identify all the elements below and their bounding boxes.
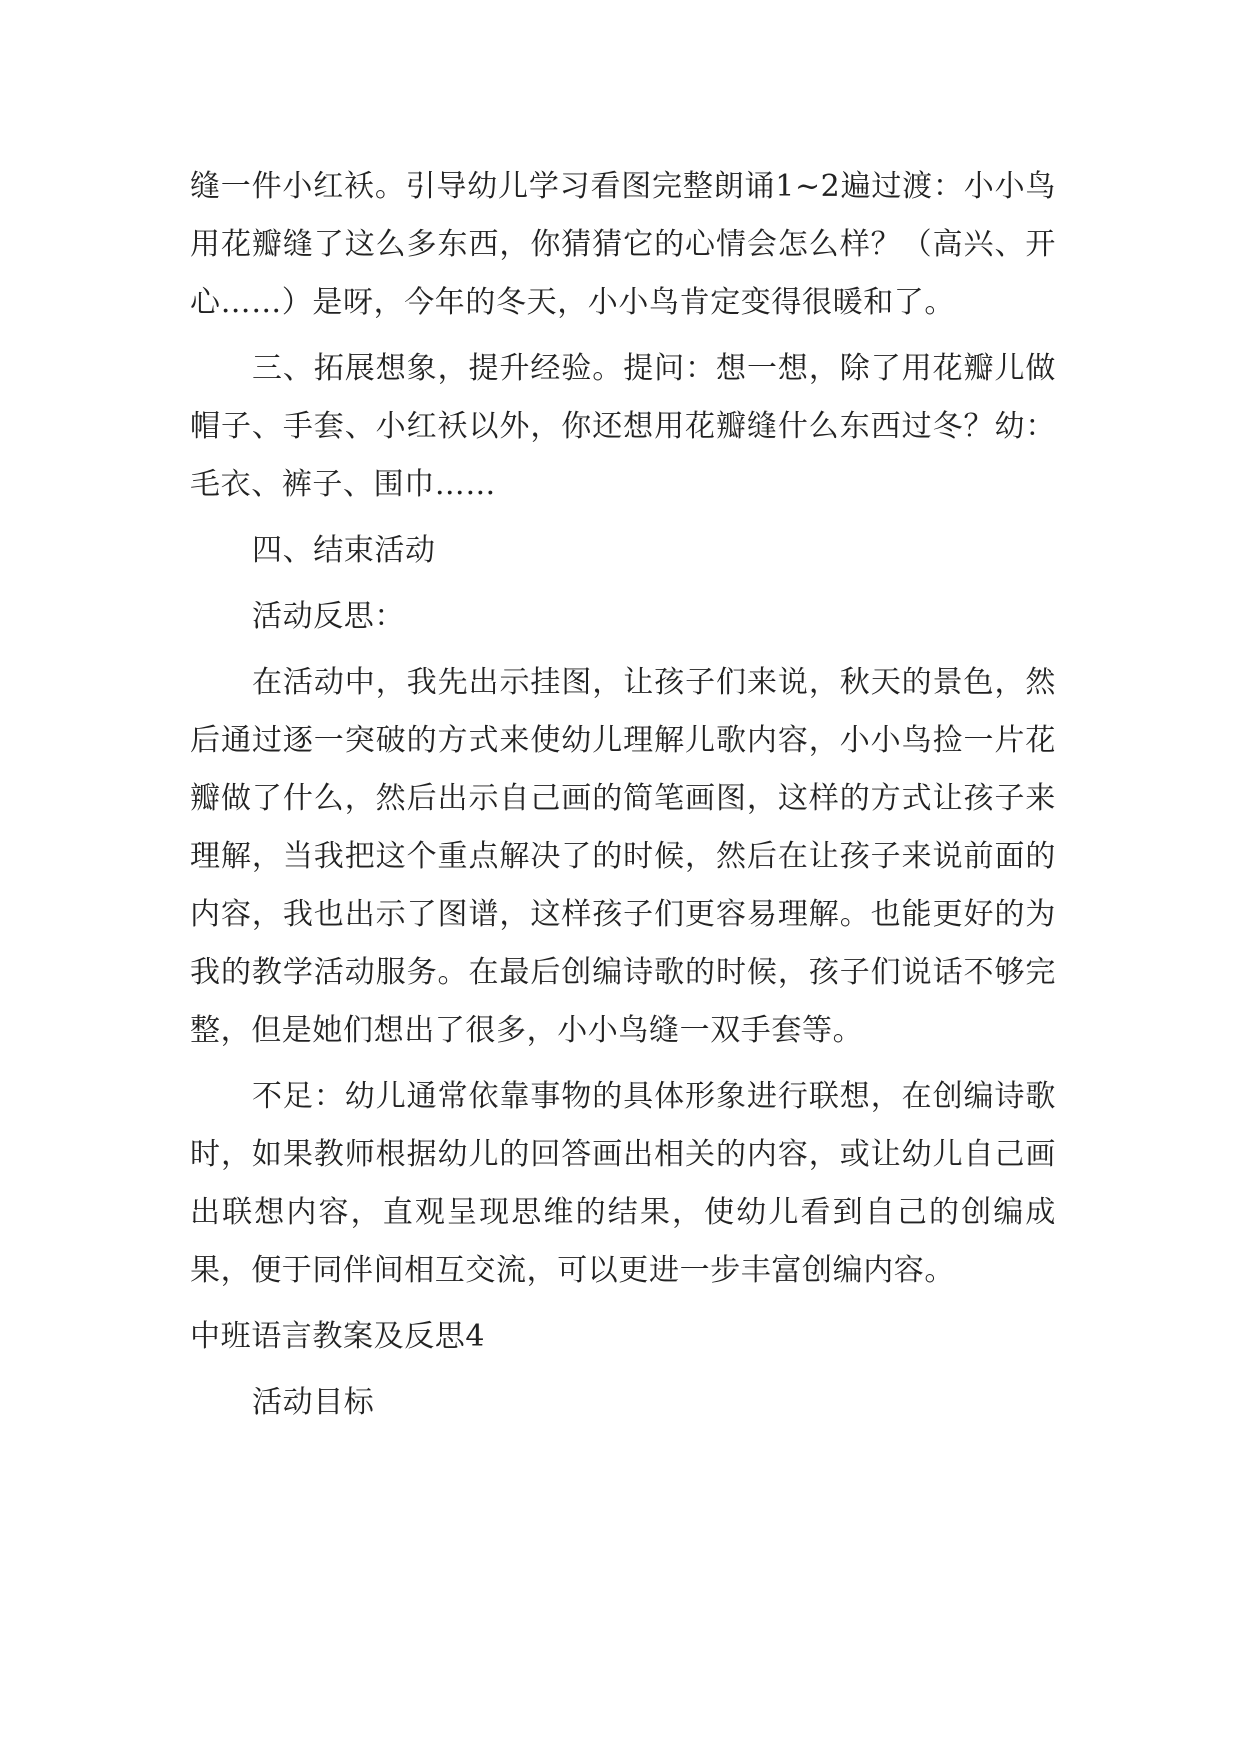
paragraph-continuation: 缝一件小红袄。引导幼儿学习看图完整朗诵1~2遍过渡：小小鸟用花瓣缝了这么多东西，你猜猜它的心情会怎么样？（高兴、开心……）是呀，今年的冬天，小小鸟肯定变得很暖和了。 [190,169,1056,320]
document-page [190,158,1056,1432]
paragraph-reflection-label: 活动反思： [252,599,405,634]
paragraph-expand-imagination: 三、拓展想象，提升经验。提问：想一想，除了用花瓣儿做帽子、手套、小红袄以外，你还想用花瓣缝什么东西过冬？幼：毛衣、裤子、围巾…… [190,351,1056,502]
paragraph-reflection-body: 在活动中，我先出示挂图，让孩子们来说，秋天的景色，然后通过逐一突破的方式来使幼儿理解儿歌内容，小小鸟捡一片花瓣做了什么，然后出示自己画的简笔画图，这样的方式让孩子来理解，当我把这个重点解决了的时候，然后在让孩子来说前面的内容，我也出示了图谱，这样孩子们更容易理解。也能更好的为我的教学活动服务。在最后创编诗歌的时候，孩子们说话不够完整，但是她们想出了很多，小小鸟缝一双手套等。 [190,665,1056,1048]
paragraph-shortcomings: 不足：幼儿通常依靠事物的具体形象进行联想，在创编诗歌时，如果教师根据幼儿的回答画出相关的内容，或让幼儿自己画出联想内容，直观呈现思维的结果，使幼儿看到自己的创编成果，便于同伴间相互交流，可以更进一步丰富创编内容。 [190,1079,1056,1288]
paragraph-end-activity: 四、结束活动 [252,533,436,568]
section-subheading: 活动目标 [252,1385,375,1420]
section-title: 中班语言教案及反思4 [190,1319,486,1354]
